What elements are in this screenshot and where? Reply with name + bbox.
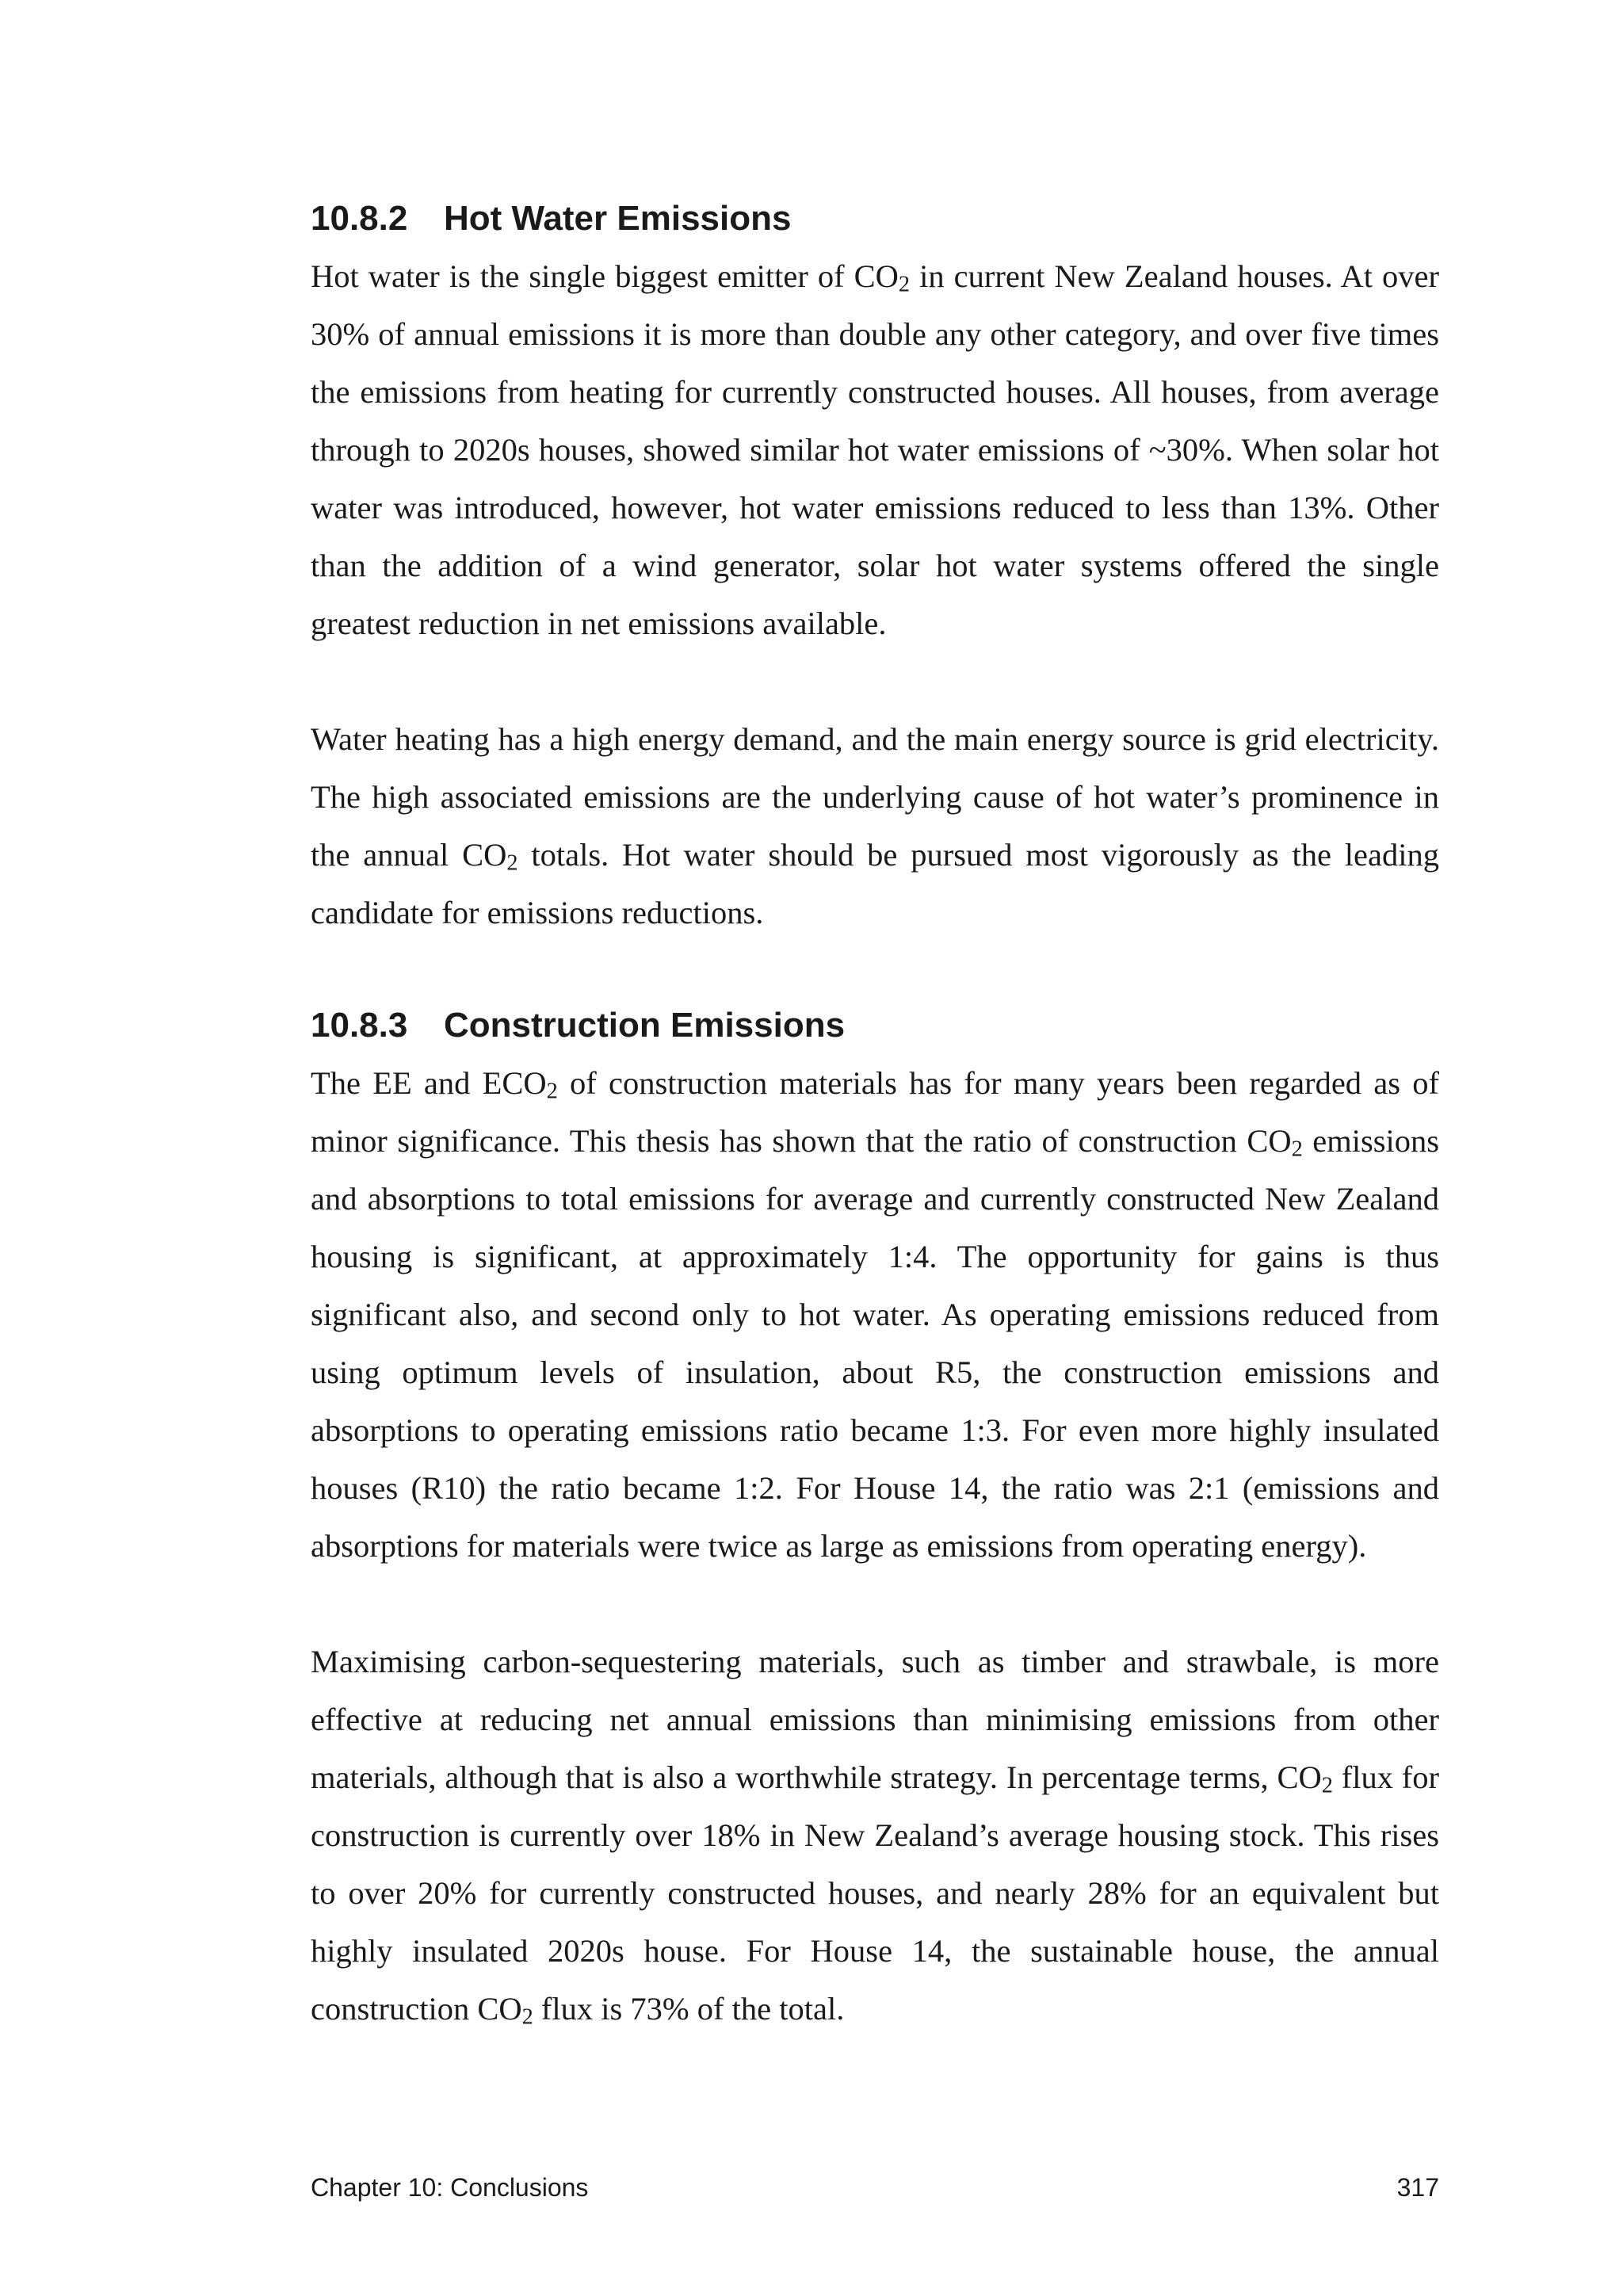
section-number: 10.8.2 (311, 199, 408, 238)
paragraph: Water heating has a high energy demand, and the main energy source is grid electricity. The high associated emissions are the underlying cause of hot water’s prominence in the annual CO2 totals. Hot water should be pursued most vigorously as the leading candidate for emissions reductions. (311, 721, 1439, 930)
paragraph: The EE and ECO2 of construction materials has for many years been regarded as of minor significance. This thesis has shown that the ratio of construction CO2 emissions and absorptions to total emissions for average and currently constructed New Zealand housing is significant, at approximately 1:4. The opportunity for gains is thus significant also, and second only to hot water. As operating emissions reduced from using optimum levels of insulation, about R5, the construction emissions and absorptions to operating emissions ratio became 1:3. For even more highly insulated houses (R10) the ratio became 1:2. For House 14, the ratio was 2:1 (emissions and absorptions for materials were twice as large as emissions from operating energy). (311, 1065, 1440, 1564)
paragraph: Maximising carbon-sequestering materials, such as timber and strawbale, is more effective at reducing net annual emissions than minimising emissions from other materials, although that is also a worthwhile strategy. In percentage terms, CO2 flux for construction is currently over 18% in New Zealand’s average housing stock. This rises to over 20% for currently constructed houses, and nearly 28% for an equivalent but highly insulated 2020s house. For House 14, the sustainable house, the annual construction CO2 flux is 73% of the total. (311, 1644, 1439, 2030)
page-footer (311, 2172, 1439, 2203)
page-number: 317 (1396, 2173, 1439, 2202)
footer-chapter-label: Chapter 10: Conclusions (311, 2173, 589, 2202)
section-gap (311, 942, 1439, 997)
section-heading-construction (311, 997, 1439, 1054)
paragraph-gap (311, 652, 1439, 710)
section-title: Construction Emissions (444, 1006, 846, 1045)
page-body (311, 190, 1439, 2038)
section-heading-hot-water (311, 190, 1439, 247)
paragraph: Hot water is the single biggest emitter of CO2 in current New Zealand houses. At over 30% of annual emissions it is more than double any other category, and over five times the emissions from heating for currently constructed houses. All houses, from average through to 2020s houses, showed similar hot water emissions of ~30%. When solar hot water was introduced, however, hot water emissions reduced to less than 13%. Other than the addition of a wind generator, solar hot water systems offered the single greatest reduction in net emissions available. (311, 258, 1440, 641)
paragraph-gap (311, 1575, 1439, 1633)
section-number: 10.8.3 (311, 1006, 408, 1045)
section-title: Hot Water Emissions (444, 199, 792, 238)
